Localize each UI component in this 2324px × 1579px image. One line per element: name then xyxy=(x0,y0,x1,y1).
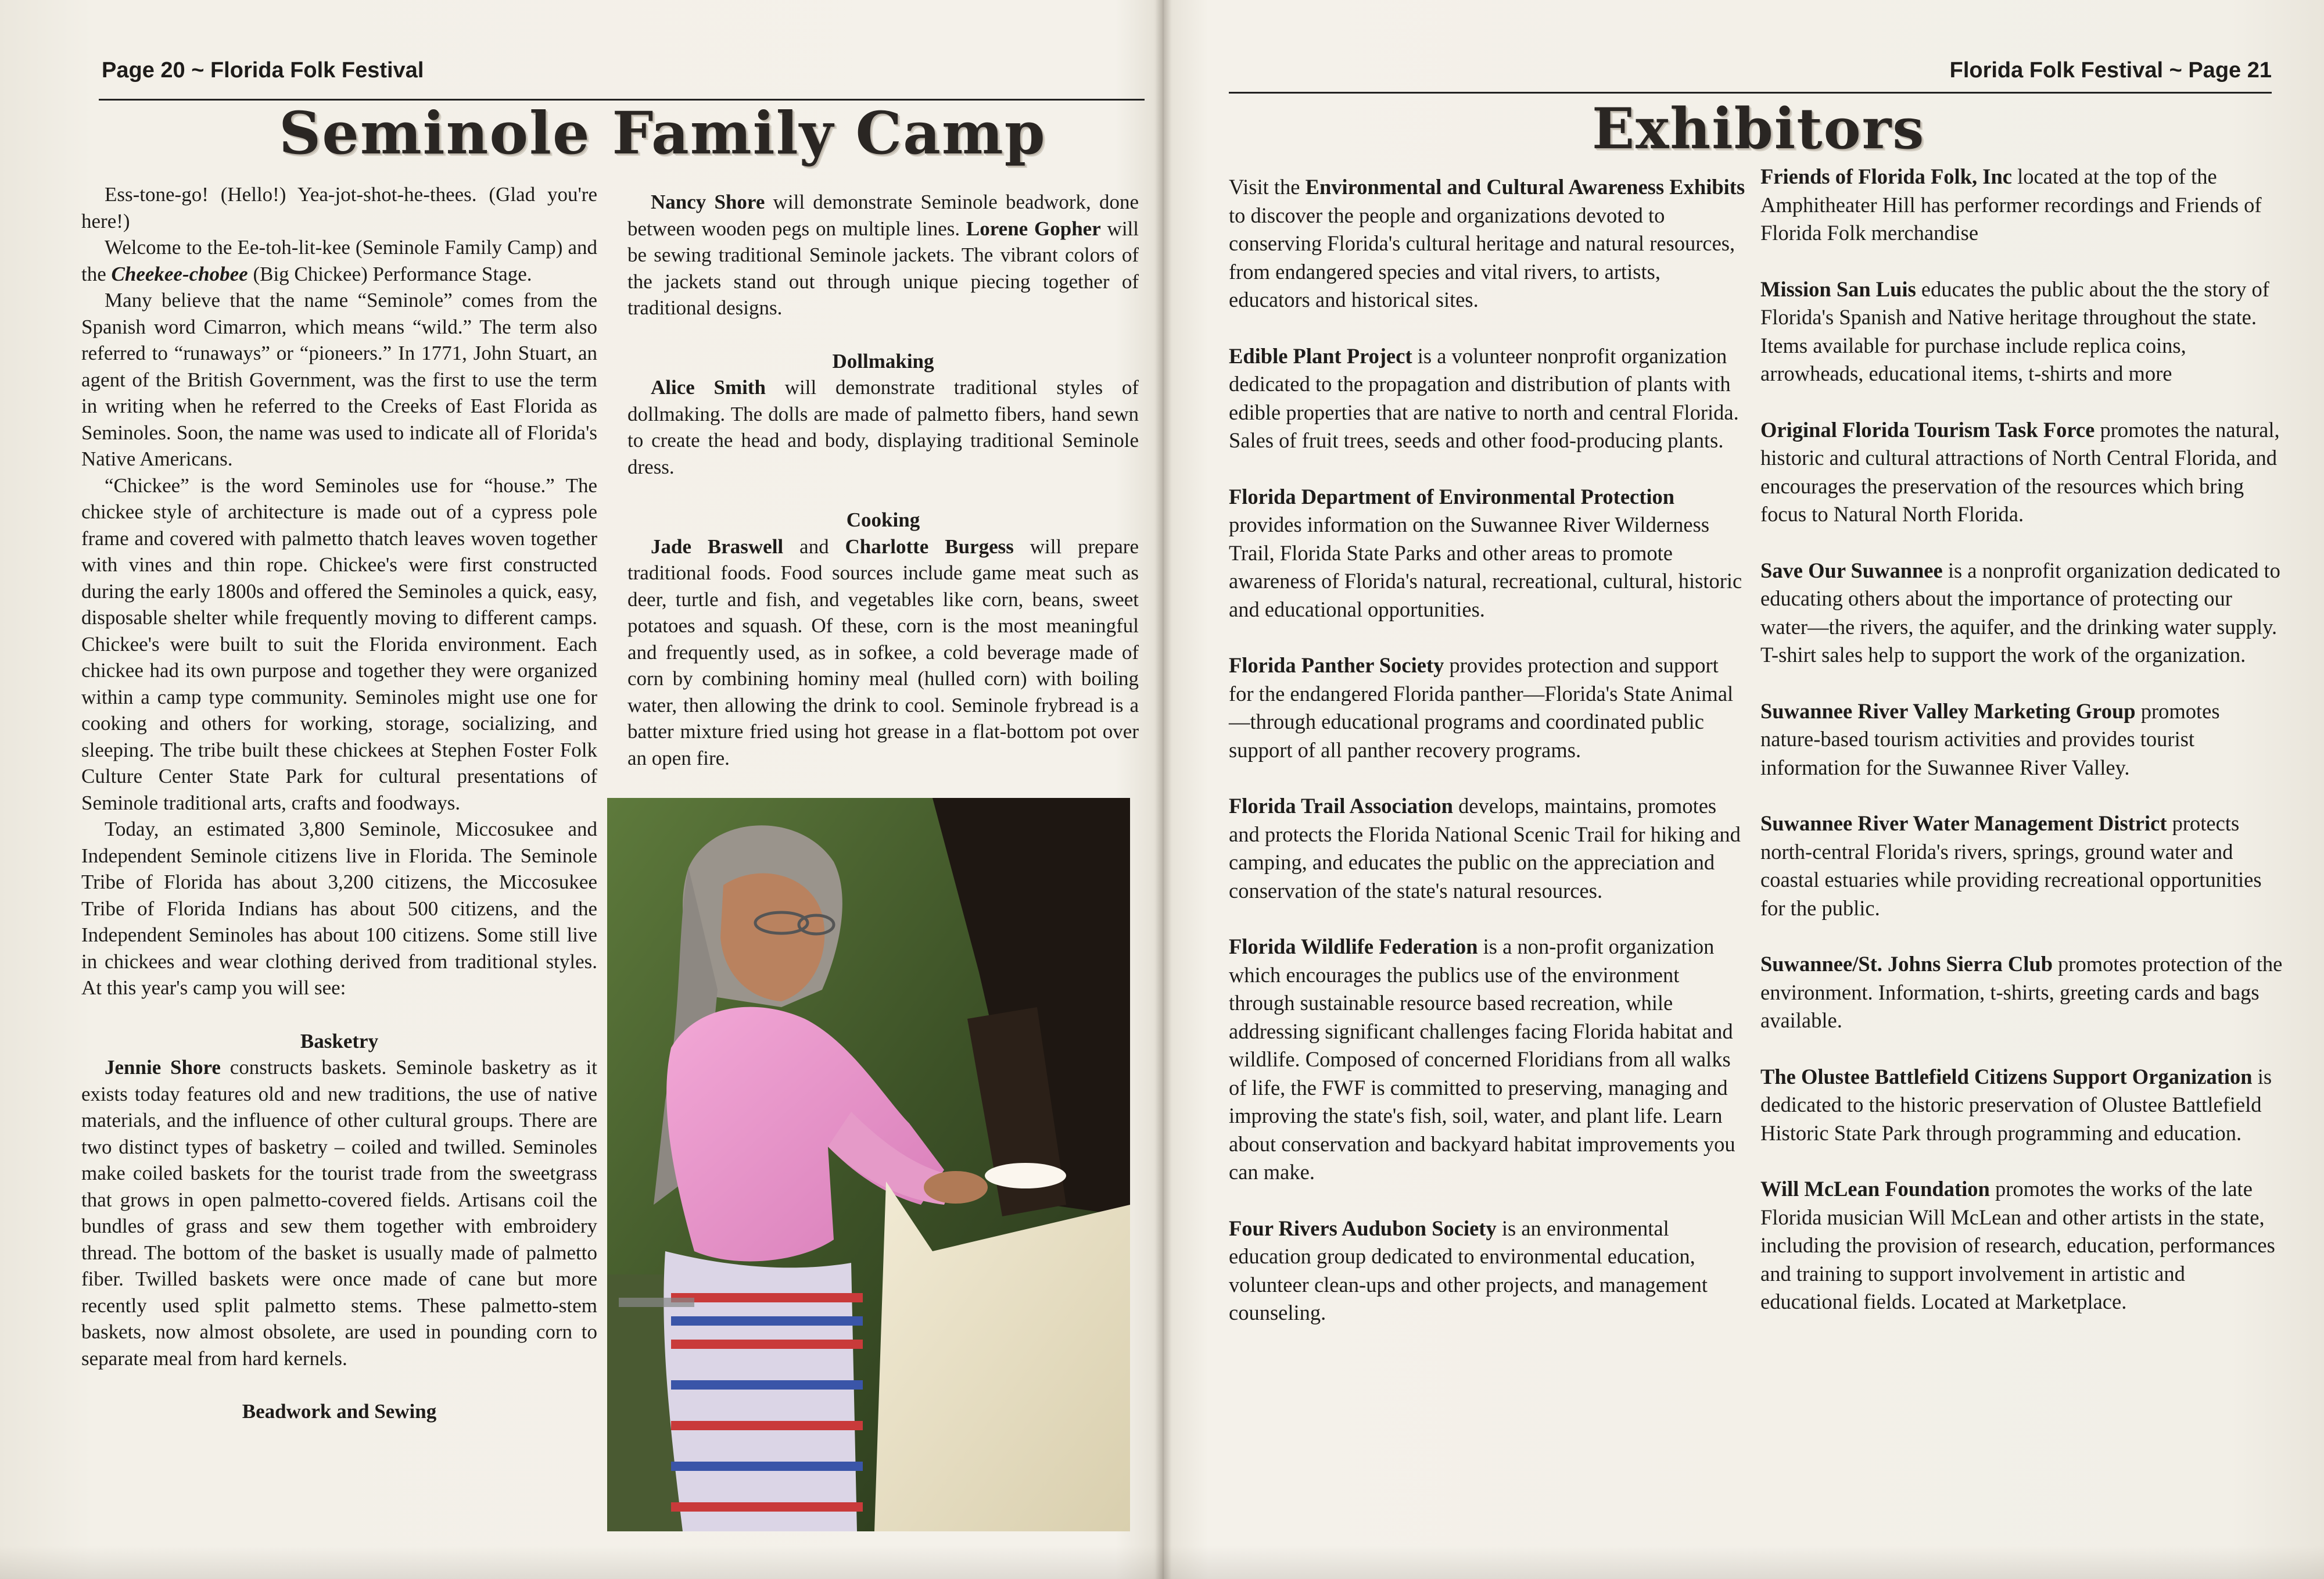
lorene-gopher-name: Lorene Gopher xyxy=(966,217,1101,240)
nancy-text: will demonstrate Seminole beadwork, done between wooden pegs on multiple lines. xyxy=(627,191,1139,240)
exhibitor-entry xyxy=(1760,810,2283,922)
exhibitor-description: is an environmental education group dedicated to environmental education, volunteer clean-ups and other projects, and management counseling. xyxy=(1229,1216,1708,1324)
and-text: and xyxy=(783,535,845,558)
beadwork-paragraph xyxy=(627,189,1139,321)
greeting-paragraph: Ess-tone-go! (Hello!) Yea-jot-shot-he-thees. (Glad you're here!) xyxy=(81,183,597,232)
exhibitor-entry xyxy=(1229,1215,1746,1327)
basketry-paragraph xyxy=(81,1054,597,1372)
exhibitor-description: promotes the natural, historic and cultural attractions of North Central Florida, and encourages the preservation of the resources which bring focus to Natural North Florida. xyxy=(1760,417,2280,526)
exhibitor-name: Environmental and Cultural Awareness Exhibits xyxy=(1305,175,1745,199)
dollmaking-text: will demonstrate traditional styles of dollmaking. The dolls are made of palmetto fibers, hand sewn to create the head and body, displaying traditional Seminole dress. xyxy=(627,376,1139,478)
chickee-paragraph: “Chickee” is the word Seminoles use for “house.” The chickee style of architecture is made out of a cypress pole frame and covered with palmetto thatch leaves woven together with vines and thin rope. Chickee's were first constructed during the early 1800s and offered the Seminoles a quick, easy, disposable shelter while frequently moving to different camps. Chickee's were built to suit the Florida environment. Each chickee had its own purpose and together they were organized within a camp type community. Seminoles might use one for cooking and others for working, storage, socializing, and sleeping. The tribe built these chickees at Stephen Foster Folk Culture Center State Park for cultural presentations of Seminole traditional arts, crafts and foodways. xyxy=(81,474,597,814)
exhibitor-name: Edible Plant Project xyxy=(1229,343,1412,368)
exhibitors-column-1 xyxy=(1229,173,1746,1355)
exhibitor-description: is dedicated to the historic preservation of Olustee Battlefield Historic State Park through programming and education. xyxy=(1760,1064,2272,1145)
left-folio: Page 20 ~ Florida Folk Festival xyxy=(102,58,424,83)
exhibitor-description: is a nonprofit organization dedicated to educating others about the importance of protecting our water—the rivers, the aquifer, and the drinking water supply. T-shirt sales help to support the work of the organization. xyxy=(1760,558,2280,667)
exhibitor-description: promotes protection of the environment. Information, t-shirts, greeting cards and bags available. xyxy=(1760,952,2283,1032)
bottom-shadow xyxy=(0,1546,2324,1579)
exhibitor-entry xyxy=(1760,697,2283,782)
exhibitor-name: Suwannee River Valley Marketing Group xyxy=(1760,699,2136,723)
jade-braswell-name: Jade Braswell xyxy=(651,535,784,558)
exhibitor-entry xyxy=(1760,275,2283,388)
exhibitor-entry xyxy=(1760,416,2283,529)
dollmaking-heading: Dollmaking xyxy=(832,349,934,373)
exhibitor-entry xyxy=(1229,651,1746,764)
exhibitor-name: Florida Trail Association xyxy=(1229,794,1453,818)
jennie-shore-name: Jennie Shore xyxy=(105,1056,221,1079)
basketry-text: constructs baskets. Seminole basketry as it exists today features old and new traditions, the use of native materials, and the influence of other cultural groups. There are two distinct types of basketry – coiled and twilled. Seminoles make coiled baskets for the tourist trade from the sweetgrass that grows in open palmetto-covered fields. Artisans coil the bundles of grass and sew them together with embroidery thread. The bottom of the basket is usually made of palmetto fiber. Twilled baskets were once made of cane but more recently used split palmetto stems. These palmetto-stem baskets, now almost obsolete, are used in pounding corn to separate meal from hard kernels. xyxy=(81,1056,597,1370)
exhibitor-description: is a non-profit organization which encourages the publics use of the environment through sustainable resource based recreation, while addressing significant challenges facing Florida habitat and wildlife. Composed of concerned Floridians from all walks of life, the FWF is committed to preserving, managing and improving the state's fish, soil, water, and plant life. Learn about conservation and backyard habitat improvements you can make. xyxy=(1229,934,1735,1184)
left-column-1 xyxy=(81,181,597,1425)
today-paragraph: Today, an estimated 3,800 Seminole, Miccosukee and Independent Seminole citizens live in Florida. The Seminole Tribe of Florida has about 3,200 citizens, the Miccosukee Tribe of Florida Indians has about 500 citizens, and the Independent Seminoles has about 100 citizens. Some still live in chickees and wear clothing derived from traditional styles. At this year's camp you will see: xyxy=(81,818,597,999)
right-folio: Florida Folk Festival ~ Page 21 xyxy=(1949,58,2272,83)
exhibitor-entry xyxy=(1760,1175,2283,1316)
exhibitor-description: located at the top of the Amphitheater Hill has performer recordings and Friends of Florida Folk merchandise xyxy=(1760,164,2262,245)
right-headline: Exhibitors xyxy=(1592,96,1925,162)
exhibitor-name: Four Rivers Audubon Society xyxy=(1229,1216,1497,1240)
exhibitor-name: Florida Panther Society xyxy=(1229,653,1444,677)
exhibitor-description: promotes the works of the late Florida musician Will McLean and other artists in the state, including the provision of research, education, performances and training to support involvement in artistic and educational fields. Located at Marketplace. xyxy=(1760,1177,2275,1313)
exhibitor-description: to discover the people and organizations devoted to conserving Florida's cultural heritage and natural resources, from endangered species and vital rivers, to artists, educators and historical sites. xyxy=(1229,203,1735,311)
alice-smith-name: Alice Smith xyxy=(651,376,766,399)
exhibitor-name: Suwannee River Water Management District xyxy=(1760,811,2167,835)
welcome-text-end: (Big Chickee) Performance Stage. xyxy=(248,262,532,285)
exhibitor-entry xyxy=(1760,557,2283,669)
exhibitor-name: Florida Department of Environmental Protection xyxy=(1229,484,1675,509)
welcome-text: Welcome to the Ee-toh-lit-kee (Seminole Family Camp) and the xyxy=(81,236,597,285)
exhibitor-entry xyxy=(1229,173,1746,314)
exhibitor-entry xyxy=(1229,483,1746,624)
seminole-name-paragraph: Many believe that the name “Seminole” comes from the Spanish word Cimarron, which means “wild.” The term also referred to “runaways” or “pioneers.” In 1771, John Stuart, an agent of the British Government, was the first to use the term in writing when he referred to the Creeks of East Florida as Seminoles. Soon, the name was used to indicate all of Florida's Native Americans. xyxy=(81,289,597,470)
exhibitor-name: Suwannee/St. Johns Sierra Club xyxy=(1760,952,2053,976)
page-gutter xyxy=(1155,0,1171,1579)
exhibitor-description: develops, maintains, promotes and protects the Florida National Scenic Trail for hiking and camping, and educates the public on the appreciation and conservation of the state's natural resources. xyxy=(1229,794,1741,903)
exhibitor-name: Will McLean Foundation xyxy=(1760,1177,1990,1201)
exhibitor-entry xyxy=(1760,163,2283,248)
exhibitor-description: promotes nature-based tourism activities and provides tourist information for the Suwannee River Valley. xyxy=(1760,699,2220,779)
exhibitor-name: Mission San Luis xyxy=(1760,277,1916,301)
exhibitors-column-2 xyxy=(1760,163,2283,1344)
left-column-2 xyxy=(627,189,1139,771)
cheekee-chobee-name: Cheekee-chobee xyxy=(111,262,248,285)
welcome-paragraph xyxy=(81,234,597,287)
cooking-heading: Cooking xyxy=(846,509,920,531)
basketry-heading: Basketry xyxy=(300,1029,379,1052)
exhibitor-name: The Olustee Battlefield Citizens Support Organization xyxy=(1760,1064,2253,1089)
exhibitor-entry xyxy=(1760,1063,2283,1148)
cooking-paragraph xyxy=(627,534,1139,772)
left-headline: Seminole Family Camp xyxy=(279,99,1046,167)
exhibitor-entry xyxy=(1760,950,2283,1035)
beadwork-heading: Beadwork and Sewing xyxy=(242,1400,437,1423)
right-header-rule xyxy=(1229,92,2272,94)
exhibitor-description: educates the public about the the story of Florida's Spanish and Native heritage throughout the state. Items available for purchase include replica coins, arrowheads, educational items, t-shirts and more xyxy=(1760,277,2269,385)
dollmaking-paragraph xyxy=(627,374,1139,480)
exhibitor-name: Original Florida Tourism Task Force xyxy=(1760,417,2095,442)
exhibitor-entry xyxy=(1229,933,1746,1187)
exhibitor-name: Florida Wildlife Federation xyxy=(1229,934,1478,958)
exhibitor-entry xyxy=(1229,342,1746,455)
exhibitor-name: Save Our Suwannee xyxy=(1760,558,1943,582)
nancy-shore-name: Nancy Shore xyxy=(651,191,765,213)
exhibitor-description: provides protection and support for the endangered Florida panther—Florida's State Animal—through educational programs and coordinated public support of all panther recovery programs. xyxy=(1229,653,1734,762)
exhibitor-description: protects north-central Florida's rivers, springs, ground water and coastal estuaries while providing recreational opportunities for the public. xyxy=(1760,811,2262,920)
exhibitor-description: provides information on the Suwannee River Wilderness Trail, Florida State Parks and other areas to promote awareness of Florida's natural, recreational, cultural, historic and educational opportunities. xyxy=(1229,513,1742,621)
exhibitor-lead: Visit the xyxy=(1229,175,1306,199)
lorene-text: will be sewing traditional Seminole jackets. The vibrant colors of the jackets stand out through unique piecing together of traditional designs. xyxy=(627,217,1139,319)
charlotte-burgess-name: Charlotte Burgess xyxy=(845,535,1014,558)
exhibitor-description: is a volunteer nonprofit organization dedicated to the propagation and distribution of plants with edible properties that are native to north and central Florida. Sales of fruit trees, seeds and other food-producing plants. xyxy=(1229,343,1739,452)
exhibitor-entry xyxy=(1229,792,1746,905)
seminole-woman-photo xyxy=(607,798,1130,1531)
exhibitor-name: Friends of Florida Folk, Inc xyxy=(1760,164,2012,188)
cooking-text: will prepare traditional foods. Food sources include game meat such as deer, turtle and fish, and vegetables like corn, beans, sweet potatoes and squash. Of these, corn is the most meaningful and frequently used, as in sofkee, a cold beverage made of corn by combining hominy meal (hulled corn) with boiling water, then allowing the drink to cool. Seminole frybread is a batter mixture fried using hot grease in a flat-bottom pot over an open fire. xyxy=(627,535,1139,769)
